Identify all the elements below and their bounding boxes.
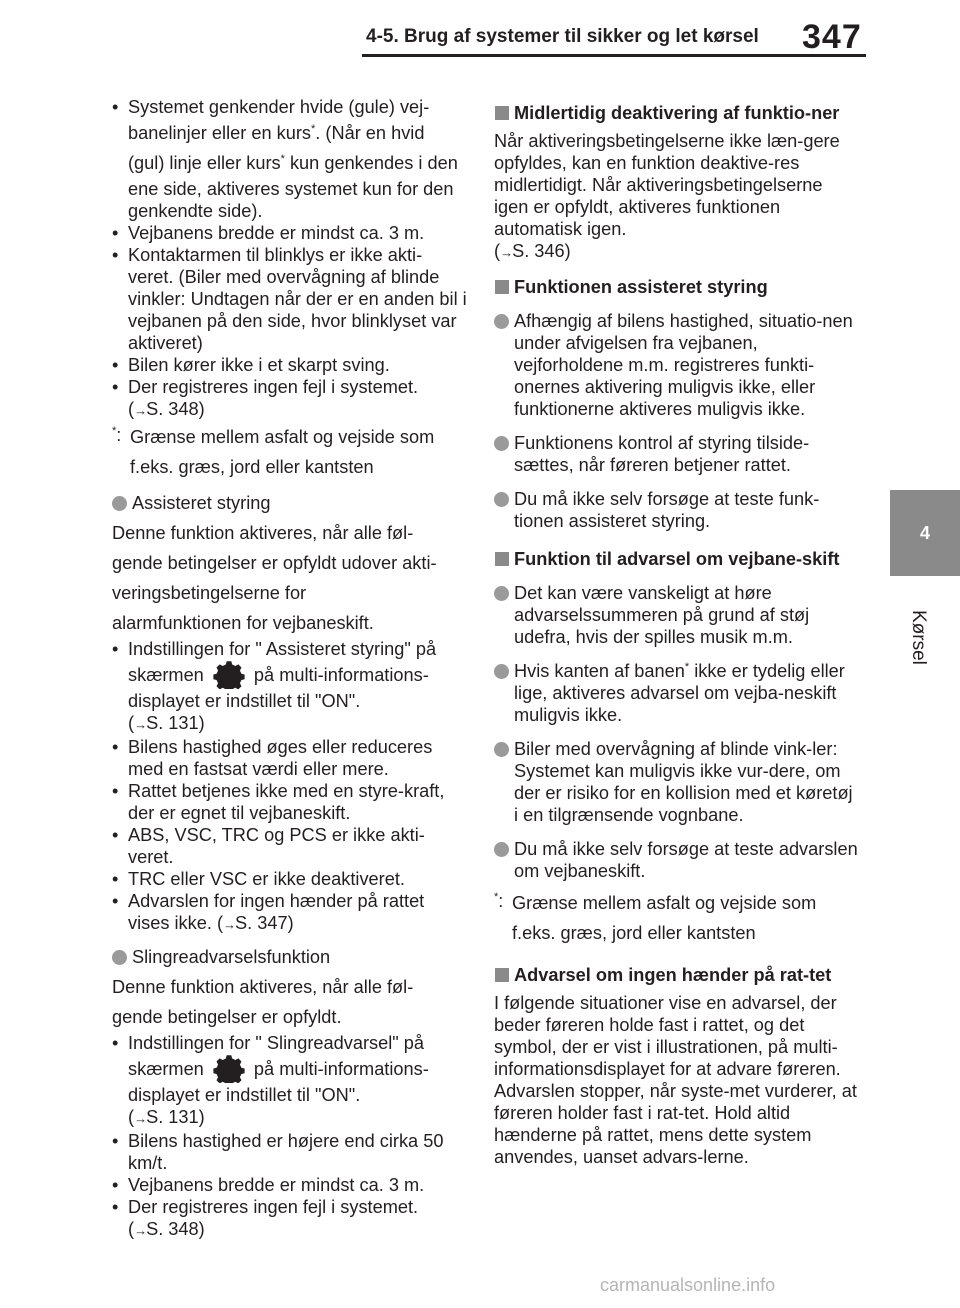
page-reference[interactable]: S. 348) (146, 1219, 205, 1239)
arrow-icon: → (134, 1223, 147, 1238)
section-heading: Advarsel om ingen hænder på rat-tet (494, 964, 859, 986)
list-item: • Rattet betjenes ikke med en styre-kraft, der er egnet til vejbaneskift. (112, 780, 467, 824)
list-item: • Indstillingen for " Assisteret styring" på skærmen på multi-informations- displayet er indstillet til "ON". (→S. 131) (112, 638, 467, 736)
arrow-icon: → (134, 403, 147, 418)
gear-icon (213, 657, 245, 689)
arrow-icon: → (223, 917, 235, 932)
footnote: *: Grænse mellem asfalt og vejside som f.eks. græs, jord eller kantsten (112, 424, 435, 477)
page-reference[interactable]: S. 346) (512, 241, 571, 261)
subheading-assisted-steering: Assisteret styring (112, 492, 467, 514)
list-item: • Systemet genkender hvide (gule) vej- banelinjer eller en kurs*. (Når en hvid (gul) linje eller kurs* kun genkendes i den ene side, aktiveres systemet kun for den genkendte side). (112, 96, 467, 222)
chapter-tab[interactable] (890, 490, 960, 576)
arrow-icon: → (134, 717, 147, 732)
paragraph: Denne funktion aktiveres, når alle føl- gende betingelser er opfyldt udover akti- veringsbetingelserne for alarmfunktionen for vejbaneskift. (112, 523, 437, 633)
chapter-label: Kørsel (908, 610, 929, 665)
footnote: *: Grænse mellem asfalt og vejside som f.eks. græs, jord eller kantsten (494, 890, 817, 943)
paragraph: I følgende situationer vise en advarsel, der beder føreren holde fast i rattet, og det symbol, der er vist i illustrationen, på multi-informationsdisplayet for at advare føreren. Advarslen stopper, når syste-met vurderer, at føreren holder fast i rat-tet. Hold altid hænderne på rattet, mens dette system anvendes, uanset advars-lerne. (494, 993, 857, 1167)
note-item: Du må ikke selv forsøge at teste funk-tionen assisteret styring. (494, 488, 859, 532)
page-header (0, 0, 960, 80)
list-item: • Bilens hastighed øges eller reduceres med en fastsat værdi eller mere. (112, 736, 467, 780)
list-item: • ABS, VSC, TRC og PCS er ikke akti-veret. (112, 824, 467, 868)
header-rule (362, 54, 866, 57)
page-reference[interactable]: S. 131) (146, 713, 205, 733)
list-item: • Bilens hastighed er højere end cirka 50 km/t. (112, 1130, 467, 1174)
note-item: Afhængig af bilens hastighed, situatio-nen under afvigelsen fra vejbanen, vejforholdene m.m. registreres funkti-onernes aktivering muligvis ikke, eller funktionerne aktiveres muligvis ikke. (494, 310, 859, 420)
note-item: Det kan være vanskeligt at høre advarselssummeren på grund af støj udefra, hvis der spilles musik m.m. (494, 582, 859, 648)
gear-icon (213, 1051, 245, 1083)
chapter-number: 4 (919, 522, 930, 543)
left-column (112, 96, 467, 1242)
section-title: 4-5. Brug af systemer til sikker og let kørsel (366, 26, 759, 47)
arrow-icon: → (134, 1111, 147, 1126)
list-item: • TRC eller VSC er ikke deaktiveret. (112, 868, 467, 890)
note-item: Biler med overvågning af blinde vink-ler: Systemet kan muligvis ikke vur-dere, om der er risiko for en kollision med et køretøj i en tilgrænsende vognbane. (494, 738, 859, 826)
list-item: • Kontaktarmen til blinklys er ikke akti-veret. (Biler med overvågning af blinde vinkler: Undtagen når der er en anden bil i vejbanen på den side, hvor blinklyset var aktiveret) (112, 244, 467, 354)
paragraph: Denne funktion aktiveres, når alle føl- gende betingelser er opfyldt. (112, 977, 414, 1027)
list-item: • Bilen kører ikke i et skarpt sving. (112, 354, 467, 376)
note-item: Hvis kanten af banen* ikke er tydelig eller lige, aktiveres advarsel om vejba-neskift muligvis ikke. (494, 660, 859, 726)
list-item: • Der registreres ingen fejl i systemet. (→S. 348) (112, 376, 467, 422)
list-item: • Vejbanens bredde er mindst ca. 3 m. (112, 222, 467, 244)
page-reference[interactable]: S. 347) (235, 913, 294, 933)
page-number: 347 (802, 18, 862, 56)
paragraph: Når aktiveringsbetingelserne ikke læn-gere opfyldes, kan en funktion deaktive-res midlertidigt. Når aktiveringsbetingelserne igen er opfyldt, aktiveres funktionen automatisk igen. (→S. 346) (494, 131, 840, 261)
page-reference[interactable]: S. 131) (146, 1107, 205, 1127)
list-item: • Advarslen for ingen hænder på rattet vises ikke. (→S. 347) (112, 890, 467, 936)
note-item: Du må ikke selv forsøge at teste advarslen om vejbaneskift. (494, 838, 859, 882)
list-item: • Der registreres ingen fejl i systemet. (→S. 348) (112, 1196, 467, 1242)
list-item: • Vejbanens bredde er mindst ca. 3 m. (112, 1174, 467, 1196)
list-item: • Indstillingen for " Slingreadvarsel" på skærmen på multi-informations- displayet er indstillet til "ON". (→S. 131) (112, 1032, 467, 1130)
right-column (494, 102, 859, 1168)
section-heading: Funktion til advarsel om vejbane-skift (494, 548, 859, 570)
page-reference[interactable]: S. 348) (146, 399, 205, 419)
note-item: Funktionens kontrol af styring tilside-sættes, når føreren betjener rattet. (494, 432, 859, 476)
watermark: carmanualsonline.info (600, 1275, 776, 1295)
section-heading: Midlertidig deaktivering af funktio-ner (494, 102, 859, 124)
section-heading: Funktionen assisteret styring (494, 276, 859, 298)
arrow-icon: → (500, 245, 513, 260)
subheading-sway-warning: Slingreadvarselsfunktion (112, 946, 467, 968)
